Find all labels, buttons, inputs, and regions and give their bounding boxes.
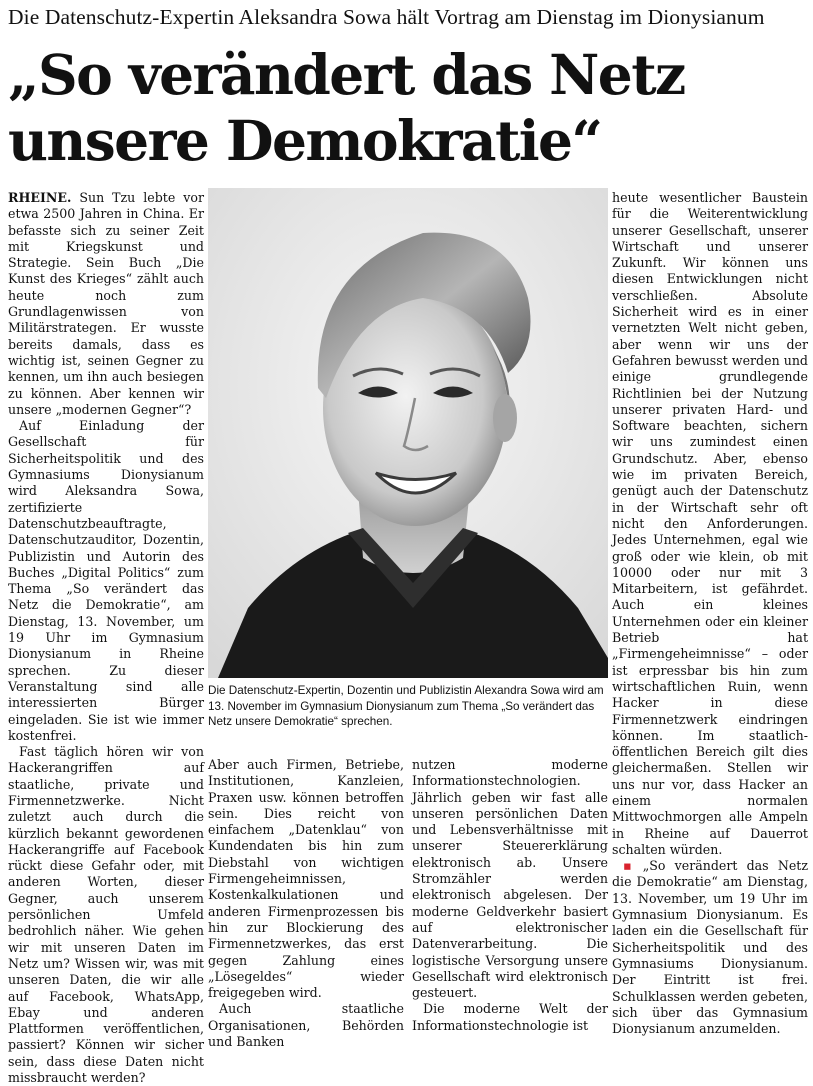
paragraph-text: Sun Tzu lebte vor etwa 2500 Jahren in China. Er befasste sich zu seiner Zeit mit Kriegskunst und Strategie. Sein Buch „Die Kunst des Krieges“ zählt auch heute noch zum Grundlagenwissen von Militärstrategen. Er wusste bereits damals, dass es wichtig ist, seinen Gegner zu kennen, um ihn auch besiegen zu können. Aber kennen wir unsere „modernen Gegner“?	[8, 190, 204, 417]
bullet-icon: ▪	[623, 858, 637, 874]
info-text: „So verändert das Netz die Demokratie“ am Dienstag, 13. November, um 19 Uhr im Gymnasium Dionysianum. Es laden ein die Gesellschaft für Sicherheitspolitik und des Gymnasiums Dionysianum. Der Eintritt ist frei. Schulklassen werden gebeten, sich über das Gymnasium Dionysianum anzumelden.	[612, 858, 808, 1037]
photo-caption: Die Datenschutz-Expertin, Dozentin und Publizistin Alexandra Sowa wird am 13. November im Gymnasium Dionysianum zum Thema „So verändert das Netz unsere Demokratie“ sprechen.	[208, 684, 604, 729]
paragraph: Auf Einladung der Gesellschaft für Sicherheitspolitik und des Gymnasiums Dionysianum wird Aleksandra Sowa, zertifizierte Datenschutzbeauftragte, Datenschutzauditor, Dozentin, Publizistin und Autorin des Buches „Digital Politics“ zum Thema „So verändert das Netz die Demokratie“, am Dienstag, 13. November, um 19 Uhr im Gymnasium Dionysianum in Rheine sprechen. Zu dieser Veranstaltung sind alle interessierten Bürger eingeladen. Sie ist wie immer kostenfrei.	[8, 418, 204, 743]
article-headline: „So verändert das Netz unsere Demokratie“	[8, 42, 685, 173]
text-column-1	[8, 190, 204, 1086]
paragraph: Auch staatliche Organisationen, Behörden und Banken	[208, 1001, 404, 1050]
text-column-3	[412, 757, 608, 1034]
text-column-2	[208, 757, 404, 1050]
paragraph: heute wesentlicher Baustein für die Weiterentwicklung unserer Gesellschaft, unserer Wirtschaft und unserer Zukunft. Wir können uns diesen Entwicklungen nicht verschließen. Absolute Sicherheit wird es in einer vernetzten Welt nicht geben, aber wenn wir uns der Gefahren bewusst werden und einige grundlegende Richtlinien bei der Nutzung unserer privaten Hard- und Software beachten, sichern wir uns zumindest einen Grundschutz. Aber, ebenso wie im privaten Bereich, genügt auch der Datenschutz in der Wirtschaft sehr oft nicht den Anforderungen. Jedes Unternehmen, egal wie groß oder wie klein, ob mit 10000 oder nur mit 3 Mitarbeitern, ist gefährdet. Auch ein kleines Unternehmen oder ein kleiner Betrieb hat „Firmengeheimnisse“ – oder ist erpressbar bis hin zum wirtschaftlichen Ruin, wenn Hacker in diese Firmennetzwerk eindringen können. Im staatlich-öffentlichen Bereich gilt dies gleichermaßen. Stellen wir uns nur vor, dass Hacker an einem normalen Mittwochmorgen alle Ampeln in Rheine auf Dauerrot schalten würden.	[612, 190, 808, 857]
paragraph: nutzen moderne Informationstechnologien. Jährlich geben wir fast alle unseren persönlichen Daten und Lebensverhältnisse mit unserer Steuererklärung elektronisch ab. Unsere Stromzähler werden elektronisch abgelesen. Der moderne Geldverkehr basiert auf elektronischer Datenverarbeitung. Die logistische Versorgung unsere Gesellschaft wird elektronisch gesteuert.	[412, 757, 608, 1001]
paragraph	[8, 190, 204, 418]
text-column-4	[612, 190, 808, 1037]
dateline: RHEINE.	[8, 190, 72, 205]
portrait-illustration	[208, 188, 608, 678]
info-box	[612, 858, 808, 1037]
article-overline: Die Datenschutz-Expertin Aleksandra Sowa hält Vortrag am Dienstag im Dionysianum	[8, 5, 765, 29]
paragraph: Aber auch Firmen, Betriebe, Institutionen, Kanzleien, Praxen usw. können betroffen sein. Dies reicht von einfachem „Datenklau“ von Kundendaten bis hin zum Diebstahl von wichtigen Firmengeheimnissen, Kostenkalkulationen und anderen Firmenprozessen bis hin zur Blockierung des Firmennetzwerkes, das erst gegen Zahlung eines „Lösegeldes“ wieder freigegeben wird.	[208, 757, 404, 1001]
paragraph: Fast täglich hören wir von Hackerangriffen auf staatliche, private und Firmennetzwerke. Nicht zuletzt auch durch die kürzlich bekannt gewordenen Hackerangriffe auf Facebook rückt diese Gefahr oder, mit anderen Worten, dieser Gegner, auch unserem persönlichen Umfeld bedrohlich näher. Wie gehen wir mit unseren Daten im Netz um? Wissen wir, was mit unseren Daten, die wir alle auf Facebook, WhatsApp, Ebay und anderen Plattformen veröffentlichen, passiert? Können wir sicher sein, dass diese Daten nicht missbraucht werden?	[8, 744, 204, 1086]
ear	[493, 394, 517, 442]
portrait-photo	[208, 188, 608, 678]
paragraph: Die moderne Welt der Informationstechnologie ist	[412, 1001, 608, 1033]
